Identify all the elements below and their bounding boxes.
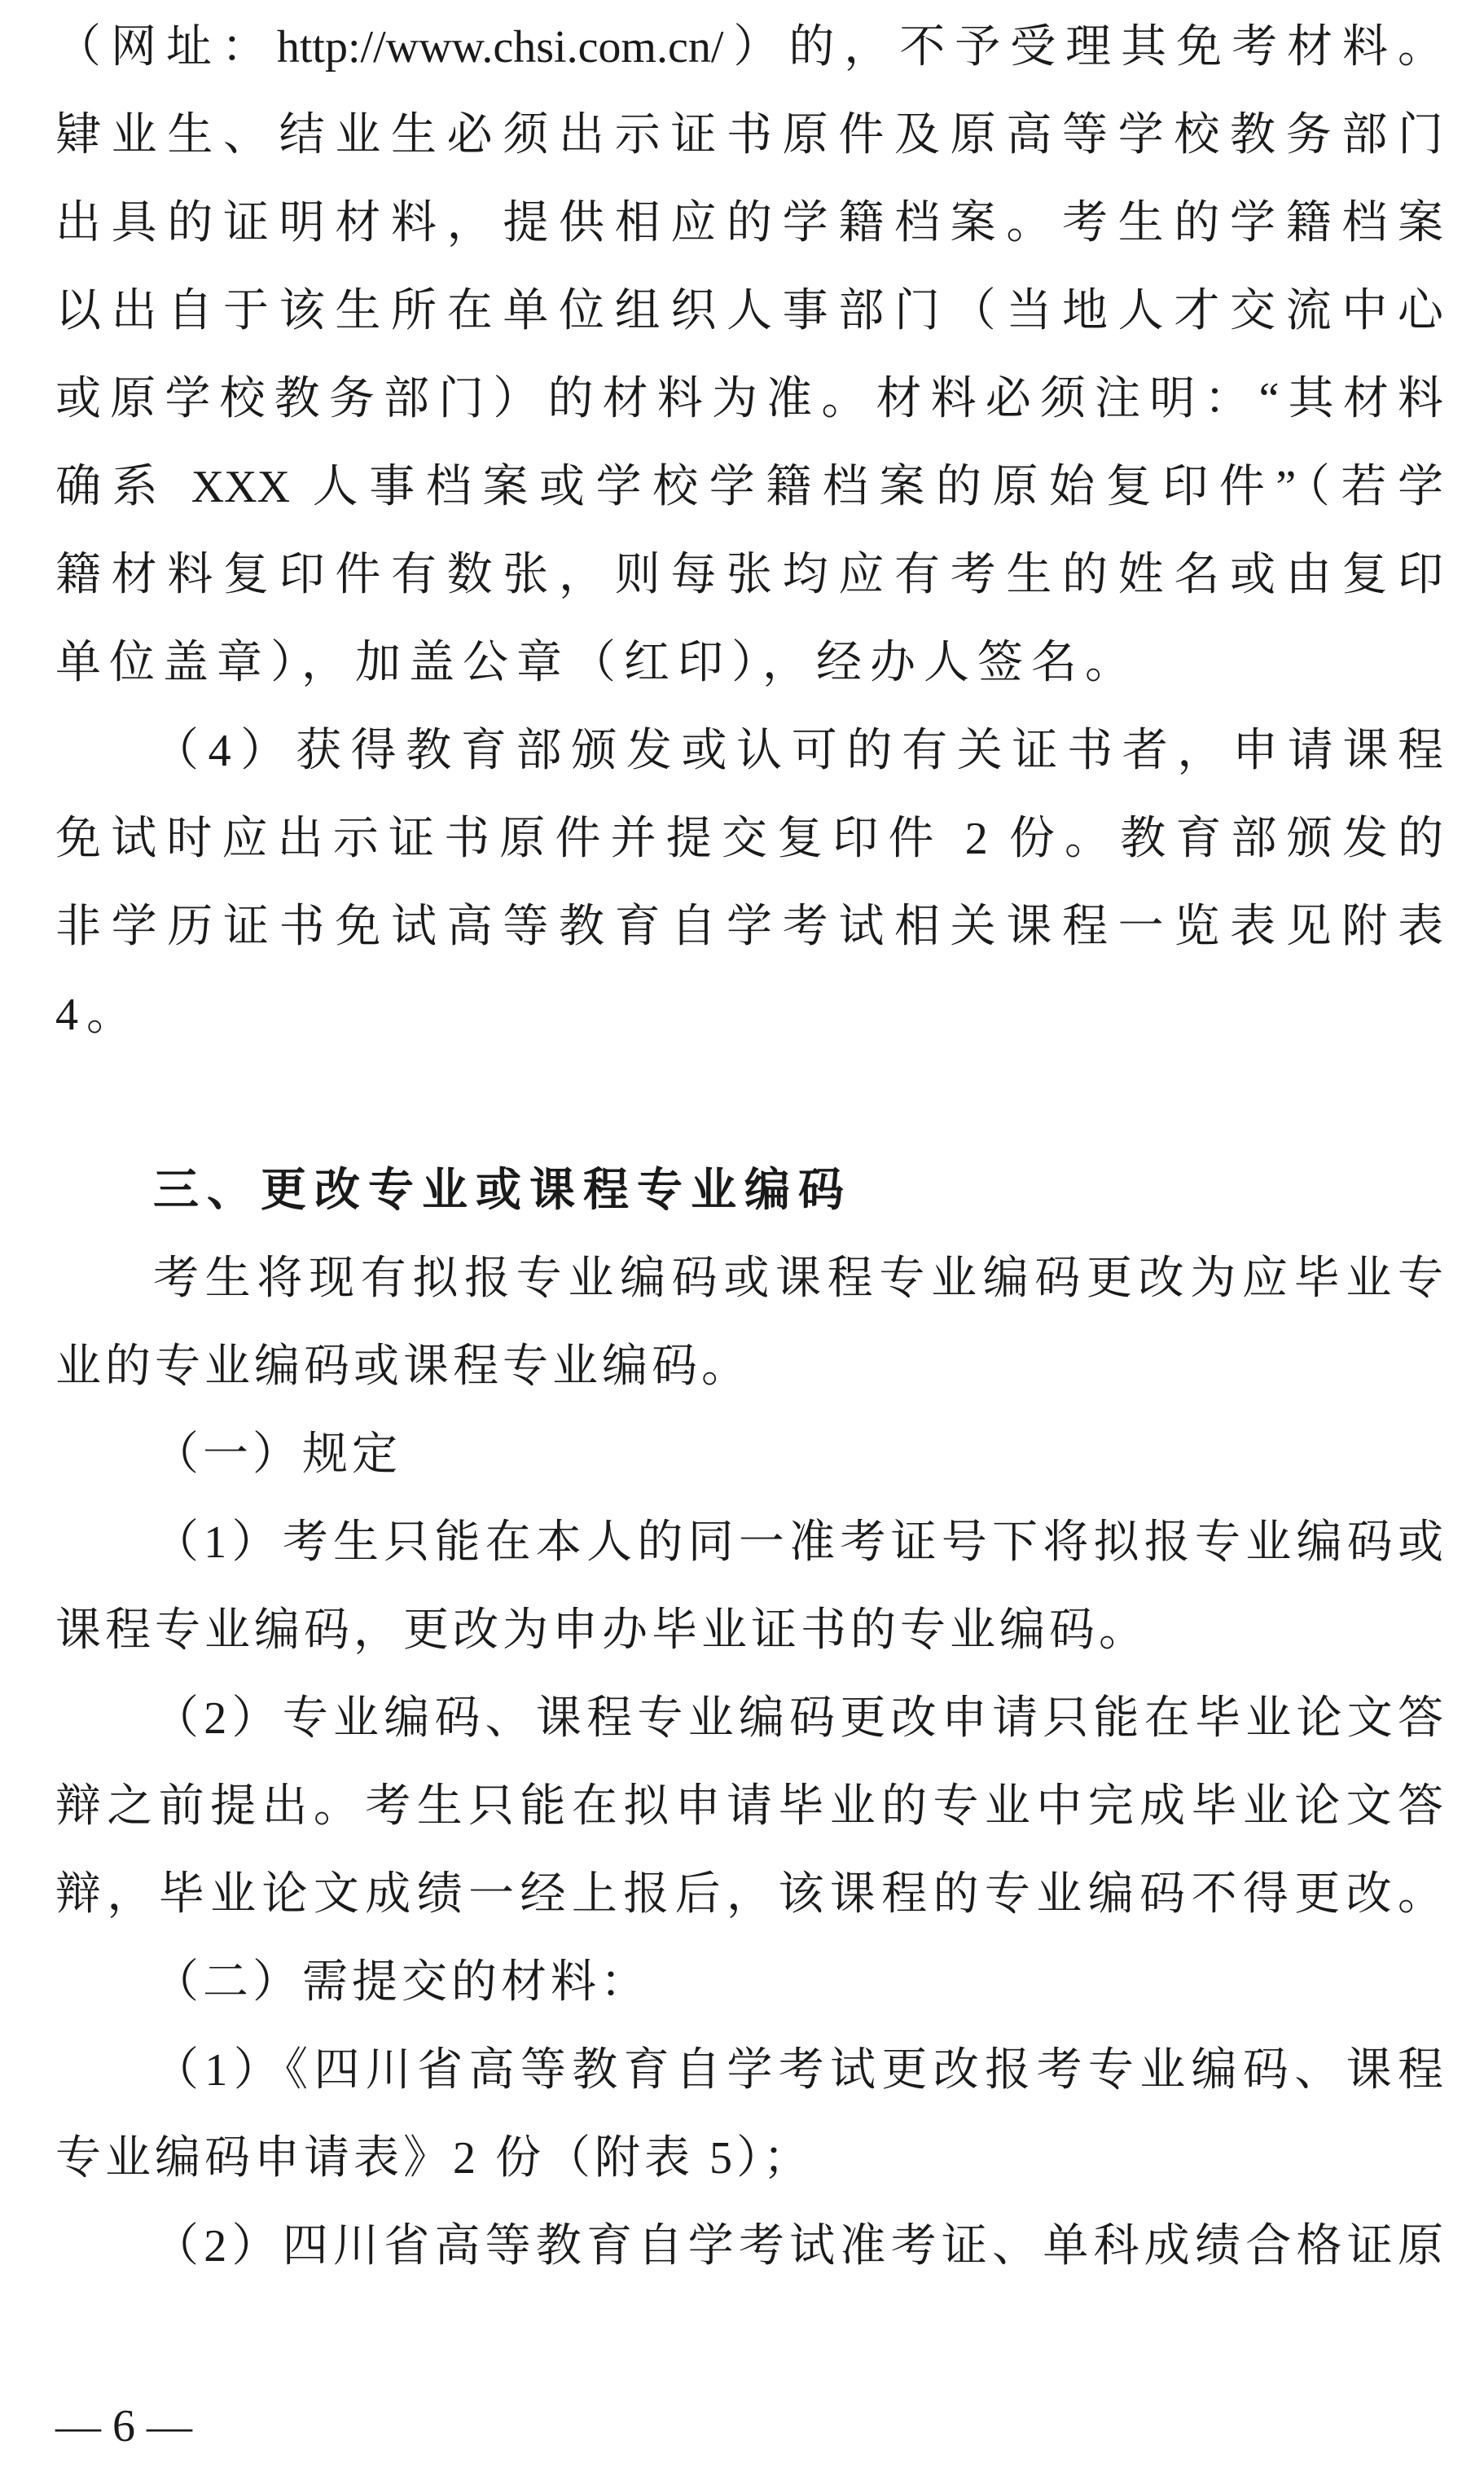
text-line: 肄业生、结业生必须出示证书原件及原高等学校教务部门 bbox=[55, 110, 1443, 160]
text-line: 辩之前提出。考生只能在拟申请毕业的专业中完成毕业论文答 bbox=[55, 1781, 1443, 1832]
text-line: 籍材料复印件有数张，则每张均应有考生的姓名或由复印 bbox=[55, 550, 1443, 600]
text-line: 免试时应出示证书原件并提交复印件 2 份。教育部颁发的 bbox=[55, 814, 1443, 864]
text-line: 单位盖章），加盖公章（红印），经办人签名。 bbox=[55, 638, 1139, 688]
text-line: （2）专业编码、课程专业编码更改申请只能在毕业论文答 bbox=[153, 1693, 1443, 1744]
section-body bbox=[55, 3, 1443, 1059]
text-line: （网址：http://www.chsi.com.cn/）的，不予受理其免考材料。 bbox=[55, 22, 1443, 72]
text-line: （1）考生只能在本人的同一准考证号下将拟报专业编码或 bbox=[153, 1517, 1443, 1568]
text-line: 确系 XXX 人事档案或学校学籍档案的原始复印件”（若学 bbox=[55, 462, 1443, 512]
text-line: 考生将现有拟报专业编码或课程专业编码更改为应毕业专 bbox=[153, 1253, 1443, 1304]
text-line: 专业编码申请表》2 份（附表 5）； bbox=[55, 2133, 813, 2184]
text-line: 非学历证书免试高等教育自学考试相关课程一览表见附表 bbox=[55, 902, 1443, 952]
text-line: （2）四川省高等教育自学考试准考证、单科成绩合格证原 bbox=[153, 2221, 1443, 2272]
text-line: 或原学校教务部门）的材料为准。材料必须注明：“其材料 bbox=[55, 374, 1443, 424]
text-line: 辩，毕业论文成绩一经上报后，该课程的专业编码不得更改。 bbox=[55, 1869, 1443, 1920]
text-line: （一）规定 bbox=[153, 1429, 402, 1480]
section-heading: 三、更改专业或课程专业编码 bbox=[153, 1164, 852, 1217]
text-line: （4）获得教育部颁发或认可的有关证书者，申请课程 bbox=[153, 726, 1443, 776]
text-line: （1）《四川省高等教育自学考试更改报考专业编码、课程 bbox=[153, 2045, 1443, 2096]
page-number: — 6 — bbox=[55, 2401, 192, 2452]
text-line: 课程专业编码，更改为申办毕业证书的专业编码。 bbox=[55, 1605, 1148, 1656]
text-line: 业的专业编码或课程专业编码。 bbox=[55, 1341, 751, 1392]
text-line: 4。 bbox=[55, 990, 140, 1040]
text-line: （二）需提交的材料： bbox=[153, 1957, 650, 2008]
section-body bbox=[55, 1147, 1443, 2290]
text-line: 以出自于该生所在单位组织人事部门（当地人才交流中心 bbox=[55, 286, 1443, 336]
text-line: 出具的证明材料，提供相应的学籍档案。考生的学籍档案 bbox=[55, 198, 1443, 248]
